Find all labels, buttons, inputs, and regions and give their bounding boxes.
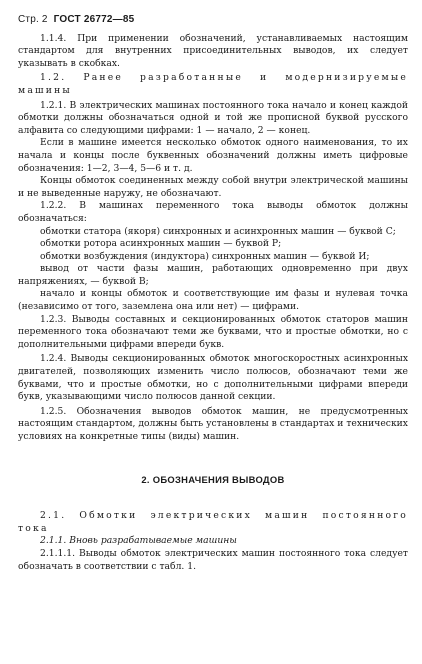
- list-item-excitation: обмотки возбуждения (индуктора) синхронных машин — буквой И;: [40, 250, 370, 262]
- page-number: Стр. 2: [18, 14, 48, 25]
- clause-1-2-2: 1.2.2. В машинах переменного тока выводы обмоток должны обозначаться:: [18, 200, 408, 224]
- clause-1-2-1-internal-ends: Концы обмоток соединенных между собой внутри электрической машины и не выведенные наружу, не обозначают.: [18, 175, 408, 199]
- standard-code: ГОСТ 26772—85: [53, 14, 135, 25]
- list-item-phase-part: вывод от части фазы машин, работающих одновременно при двух напряжениях, — буквой В;: [18, 263, 408, 287]
- clause-1-2-5: 1.2.5. Обозначения выводов обмоток машин, не предусмотренных настоящим стандартом, должны быть установлены в стандартах и технических условиях на конкретные типы (виды) машин.: [18, 405, 408, 442]
- page-header: [18, 14, 408, 27]
- clause-1-2-1: 1.2.1. В электрических машинах постоянного тока начало и конец каждой обмотки должны обозначаться одной и той же прописной буквой русского алфавита со следующими цифрами: 1 — начало, 2 — конец.: [18, 99, 408, 136]
- clause-1-2-4: 1.2.4. Выводы секционированных обмоток многоскоростных асинхронных двигателей, позволяющих изменить число полюсов, обозначают теми же буквами, что и простые обмотки, но с дополнительными цифрами впереди букв, указывающими число полюсов данной секции.: [18, 353, 408, 403]
- list-item-stator: обмотки статора (якоря) синхронных и асинхронных машин — буквой С;: [40, 225, 396, 237]
- clause-1-2-3: 1.2.3. Выводы составных и секционированных обмоток статоров машин переменного тока обозначают теми же буквами, что и простые обмотки, но с дополнительными цифрами впереди букв.: [18, 313, 408, 350]
- section-title: 2. ОБОЗНАЧЕНИЯ ВЫВОДОВ: [141, 473, 285, 485]
- clause-2-1-1-heading: 2.1.1. Вновь разрабатываемые машины: [40, 535, 237, 547]
- clause-2-1-heading: 2.1. Обмотки электрических машин постоянного тока: [18, 510, 408, 534]
- list-item-rotor: обмотки ротора асинхронных машин — буквой Р;: [40, 238, 282, 250]
- list-item-neutral-point: начало и концы обмоток и соответствующие им фазы и нулевая точка (независимо от того, заземлена она или нет) — цифрами.: [18, 288, 408, 313]
- clause-1-1-4: 1.1.4. При применении обозначений, устанавливаемых настоящим стандартом для внутренних присоединительных выводов, их следует указывать в скобках.: [18, 32, 408, 69]
- clause-1-2-heading: 1.2. Ранее разработанные и модернизируемые машины: [18, 72, 408, 96]
- clause-2-1-1-1: 2.1.1.1. Выводы обмоток электрических машин постоянного тока следует обозначать в соответствии с табл. 1.: [18, 547, 408, 572]
- clause-1-2-1-multiple-windings: Если в машине имеется несколько обмоток одного наименования, то их начала и концы после буквенных обозначений должны иметь цифровые обозначения: 1—2, 3—4, 5—6 и т. д.: [18, 137, 408, 174]
